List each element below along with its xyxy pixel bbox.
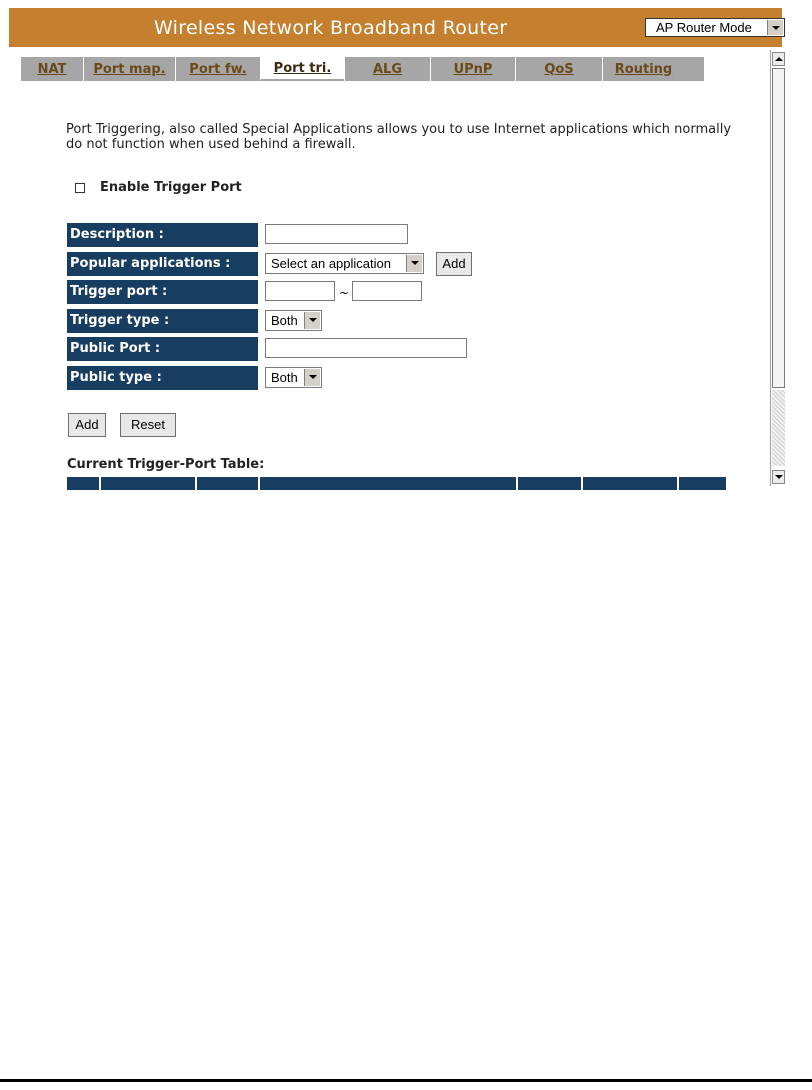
tab-port-fw[interactable]: Port fw. — [175, 57, 260, 81]
popular-applications-label: Popular applications : — [67, 252, 258, 276]
mode-select-value: AP Router Mode — [656, 20, 752, 35]
tab-nat[interactable]: NAT — [37, 61, 67, 77]
description-label: Description : — [67, 223, 258, 247]
chevron-down-icon[interactable] — [304, 312, 320, 329]
trigger-table-title: Current Trigger-Port Table: — [67, 457, 265, 472]
tab-port-tri[interactable]: Port tri. — [260, 57, 344, 81]
mode-select[interactable] — [645, 18, 785, 37]
add-button[interactable]: Add — [68, 413, 106, 437]
chevron-down-icon[interactable] — [406, 255, 422, 272]
vertical-scrollbar[interactable] — [770, 50, 787, 486]
scroll-up-arrow-icon[interactable] — [772, 52, 785, 66]
trigger-port-from-input[interactable] — [265, 281, 335, 301]
intro-text: Port Triggering, also called Special Applications allows you to use Internet applications which normally do not function when used behind a firewall. — [66, 122, 732, 152]
tab-routing[interactable]: Routing — [602, 57, 684, 81]
table-header-cell — [258, 477, 516, 490]
scroll-down-arrow-icon[interactable] — [772, 470, 785, 484]
add-application-button[interactable]: Add — [436, 252, 472, 276]
table-header-cell — [516, 477, 581, 490]
reset-button[interactable]: Reset — [120, 413, 176, 437]
page-title: Wireless Network Broadband Router — [154, 17, 508, 39]
table-header-cell — [581, 477, 677, 490]
public-port-input[interactable] — [265, 338, 467, 358]
header-bar — [9, 8, 782, 47]
enable-trigger-label: Enable Trigger Port — [100, 180, 242, 195]
public-type-label: Public type : — [67, 366, 258, 390]
trigger-table-header — [67, 477, 726, 490]
tab-qos[interactable]: QoS — [515, 57, 602, 81]
trigger-type-value: Both — [271, 313, 298, 328]
scroll-thumb[interactable] — [772, 68, 785, 388]
tab-bar — [21, 57, 704, 81]
chevron-down-icon[interactable] — [767, 20, 783, 35]
tab-port-map[interactable]: Port map. — [83, 57, 175, 81]
trigger-type-select[interactable] — [265, 310, 322, 331]
trigger-port-to-input[interactable] — [352, 281, 422, 301]
description-input[interactable] — [265, 224, 408, 244]
trigger-type-label: Trigger type : — [67, 309, 258, 333]
table-header-cell — [195, 477, 258, 490]
public-type-value: Both — [271, 370, 298, 385]
enable-trigger-checkbox[interactable] — [75, 183, 85, 193]
public-port-label: Public Port : — [67, 337, 258, 361]
popular-applications-value: Select an application — [271, 256, 391, 271]
popular-applications-select[interactable] — [265, 253, 424, 274]
scroll-track[interactable] — [772, 390, 785, 466]
bottom-divider — [0, 1079, 812, 1082]
chevron-down-icon[interactable] — [304, 369, 320, 386]
table-header-cell — [67, 477, 99, 490]
public-type-select[interactable] — [265, 367, 322, 388]
enable-trigger-row — [75, 180, 242, 195]
trigger-port-label: Trigger port : — [67, 280, 258, 304]
table-header-cell — [99, 477, 195, 490]
port-range-separator: ~ — [339, 286, 350, 300]
tab-alg[interactable]: ALG — [344, 57, 430, 81]
table-header-cell — [677, 477, 726, 490]
tab-upnp[interactable]: UPnP — [430, 57, 515, 81]
